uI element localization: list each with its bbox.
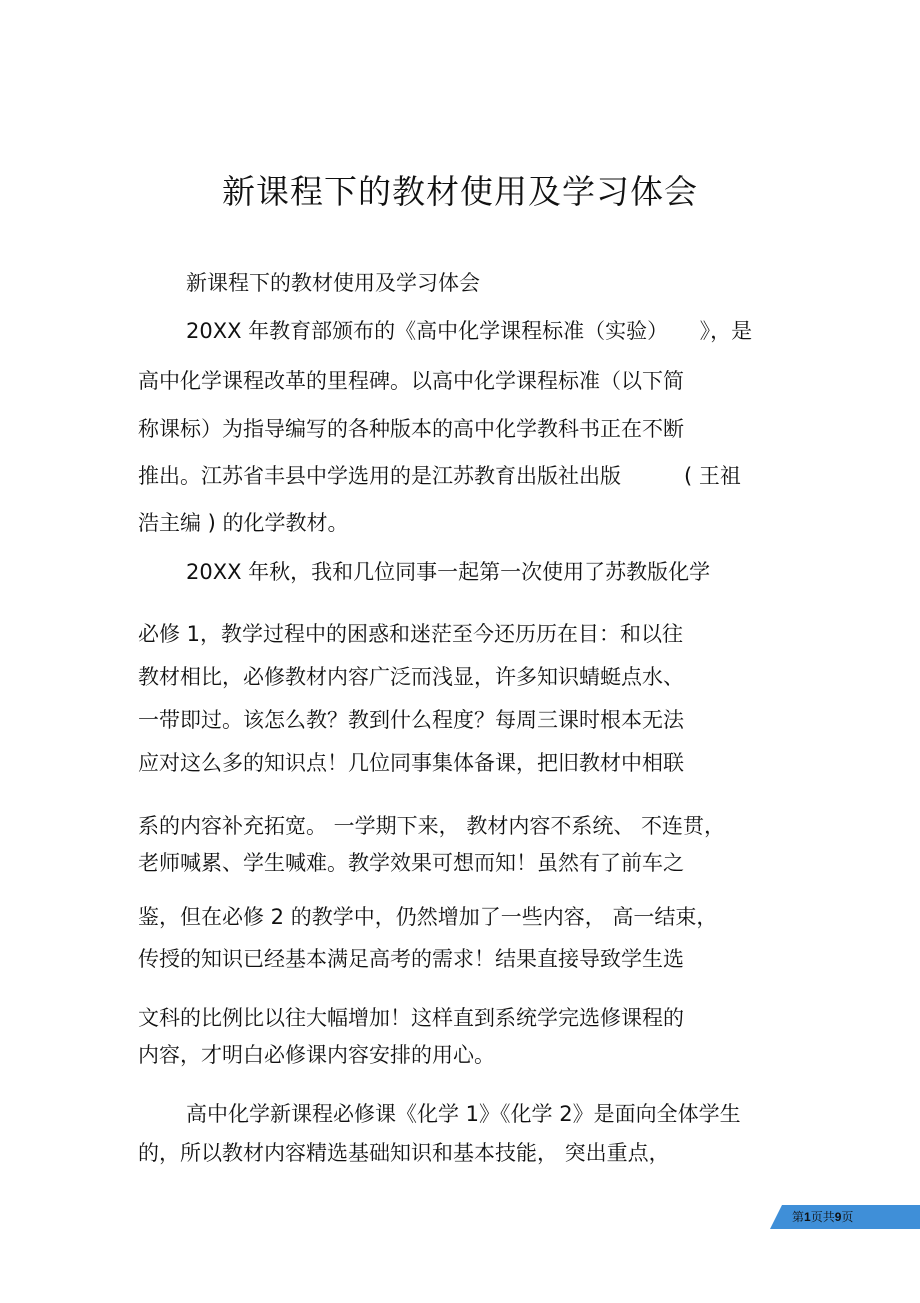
- paragraph-line: 教材相比，必修教材内容广泛而浅显，许多知识蜻蜓点水、: [138, 665, 684, 689]
- paragraph-line: 20XX 年秋，我和几位同事一起第一次使用了苏教版化学: [186, 560, 711, 584]
- paragraph-line: 推出。江苏省丰县中学选用的是江苏教育出版社出版 ( 王祖: [138, 464, 741, 488]
- total-pages-number: 9: [834, 1210, 842, 1224]
- page-indicator: [792, 1208, 853, 1225]
- paragraph-line: 称课标）为指导编写的各种版本的高中化学教科书正在不断: [138, 417, 684, 441]
- paragraph-line: 的，所以教材内容精选基础知识和基本技能， 突出重点，: [138, 1141, 670, 1165]
- paragraph-line: 20XX 年教育部颁布的《高中化学课程标准（实验） 》，是: [186, 319, 753, 343]
- paragraph-line: 新课程下的教材使用及学习体会: [186, 271, 480, 295]
- page-label-prefix: 第: [792, 1210, 805, 1224]
- page-label-middle: 页共: [810, 1210, 835, 1224]
- paragraph-line: 一带即过。该怎么教？教到什么程度？每周三课时根本无法: [138, 708, 684, 732]
- paragraph-line: 高中化学课程改革的里程碑。以高中化学课程标准（以下简: [138, 369, 684, 393]
- paragraph-line: 老师喊累、学生喊难。教学效果可想而知！虽然有了前车之: [138, 851, 684, 875]
- page-label-suffix: 页: [841, 1210, 854, 1224]
- paragraph-line: 必修 1，教学过程中的困惑和迷茫至今还历历在目：和以往: [138, 622, 684, 646]
- paragraph-line: 文科的比例比以往大幅增加！这样直到系统学完选修课程的: [138, 1006, 684, 1030]
- paragraph-line: 应对这么多的知识点！几位同事集体备课，把旧教材中相联: [138, 751, 684, 775]
- document-title: 新课程下的教材使用及学习体会: [222, 172, 698, 211]
- paragraph-line: 鉴，但在必修 2 的教学中，仍然增加了一些内容， 高一结束，: [138, 905, 718, 929]
- paragraph-line: 系的内容补充拓宽。 一学期下来， 教材内容不系统、 不连贯，: [138, 814, 726, 838]
- current-page-number: 1: [804, 1210, 811, 1224]
- paragraph-line: 内容，才明白必修课内容安排的用心。: [138, 1043, 495, 1067]
- paragraph-line: 浩主编 ) 的化学教材。: [138, 511, 349, 535]
- paragraph-line: 传授的知识已经基本满足高考的需求！结果直接导致学生选: [138, 947, 684, 971]
- paragraph-line: 高中化学新课程必修课《化学 1》《化学 2》是面向全体学生: [186, 1102, 741, 1126]
- page-number-footer: [770, 1205, 920, 1229]
